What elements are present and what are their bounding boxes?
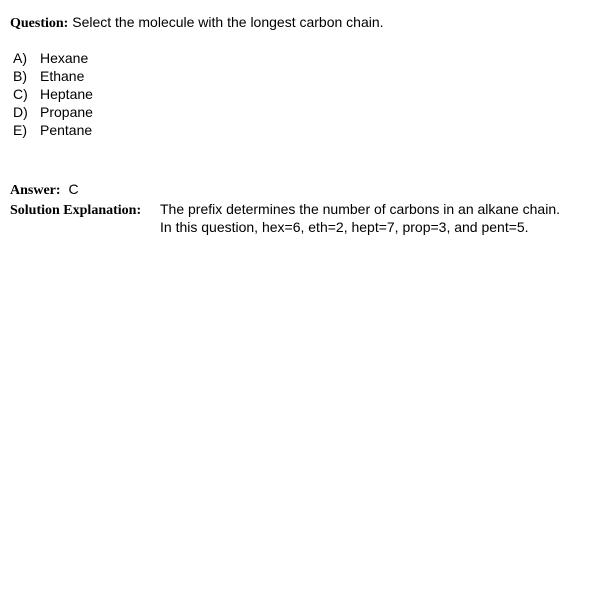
answer-line	[10, 180, 590, 200]
option-row-c	[10, 85, 590, 103]
option-row-b	[10, 67, 590, 85]
question-text: Select the molecule with the longest carbon chain.	[72, 14, 384, 30]
question-line	[10, 13, 590, 33]
question-label: Question:	[10, 16, 69, 31]
option-letter: B)	[13, 68, 27, 84]
option-row-d	[10, 103, 590, 121]
option-row-a	[10, 49, 590, 67]
solution-text-line-2: In this question, hex=6, eth=2, hept=7, prop=3, and pent=5.	[160, 219, 529, 235]
solution-text	[160, 200, 560, 236]
option-row-e	[10, 121, 590, 139]
option-letter: A)	[13, 50, 27, 66]
option-text: Propane	[40, 104, 93, 120]
answer-value: C	[68, 181, 79, 197]
options-list	[10, 49, 590, 139]
option-letter: E)	[13, 122, 27, 138]
option-text: Hexane	[40, 50, 89, 66]
answer-label: Answer:	[10, 183, 61, 198]
solution-label: Solution Explanation:	[10, 203, 142, 218]
option-text: Pentane	[40, 122, 93, 138]
solution-section	[10, 200, 590, 236]
option-letter: C)	[13, 86, 28, 102]
option-text: Ethane	[40, 68, 85, 84]
option-text: Heptane	[40, 86, 93, 102]
option-letter: D)	[13, 104, 28, 120]
solution-text-line-1: The prefix determines the number of carbons in an alkane chain.	[160, 201, 561, 217]
